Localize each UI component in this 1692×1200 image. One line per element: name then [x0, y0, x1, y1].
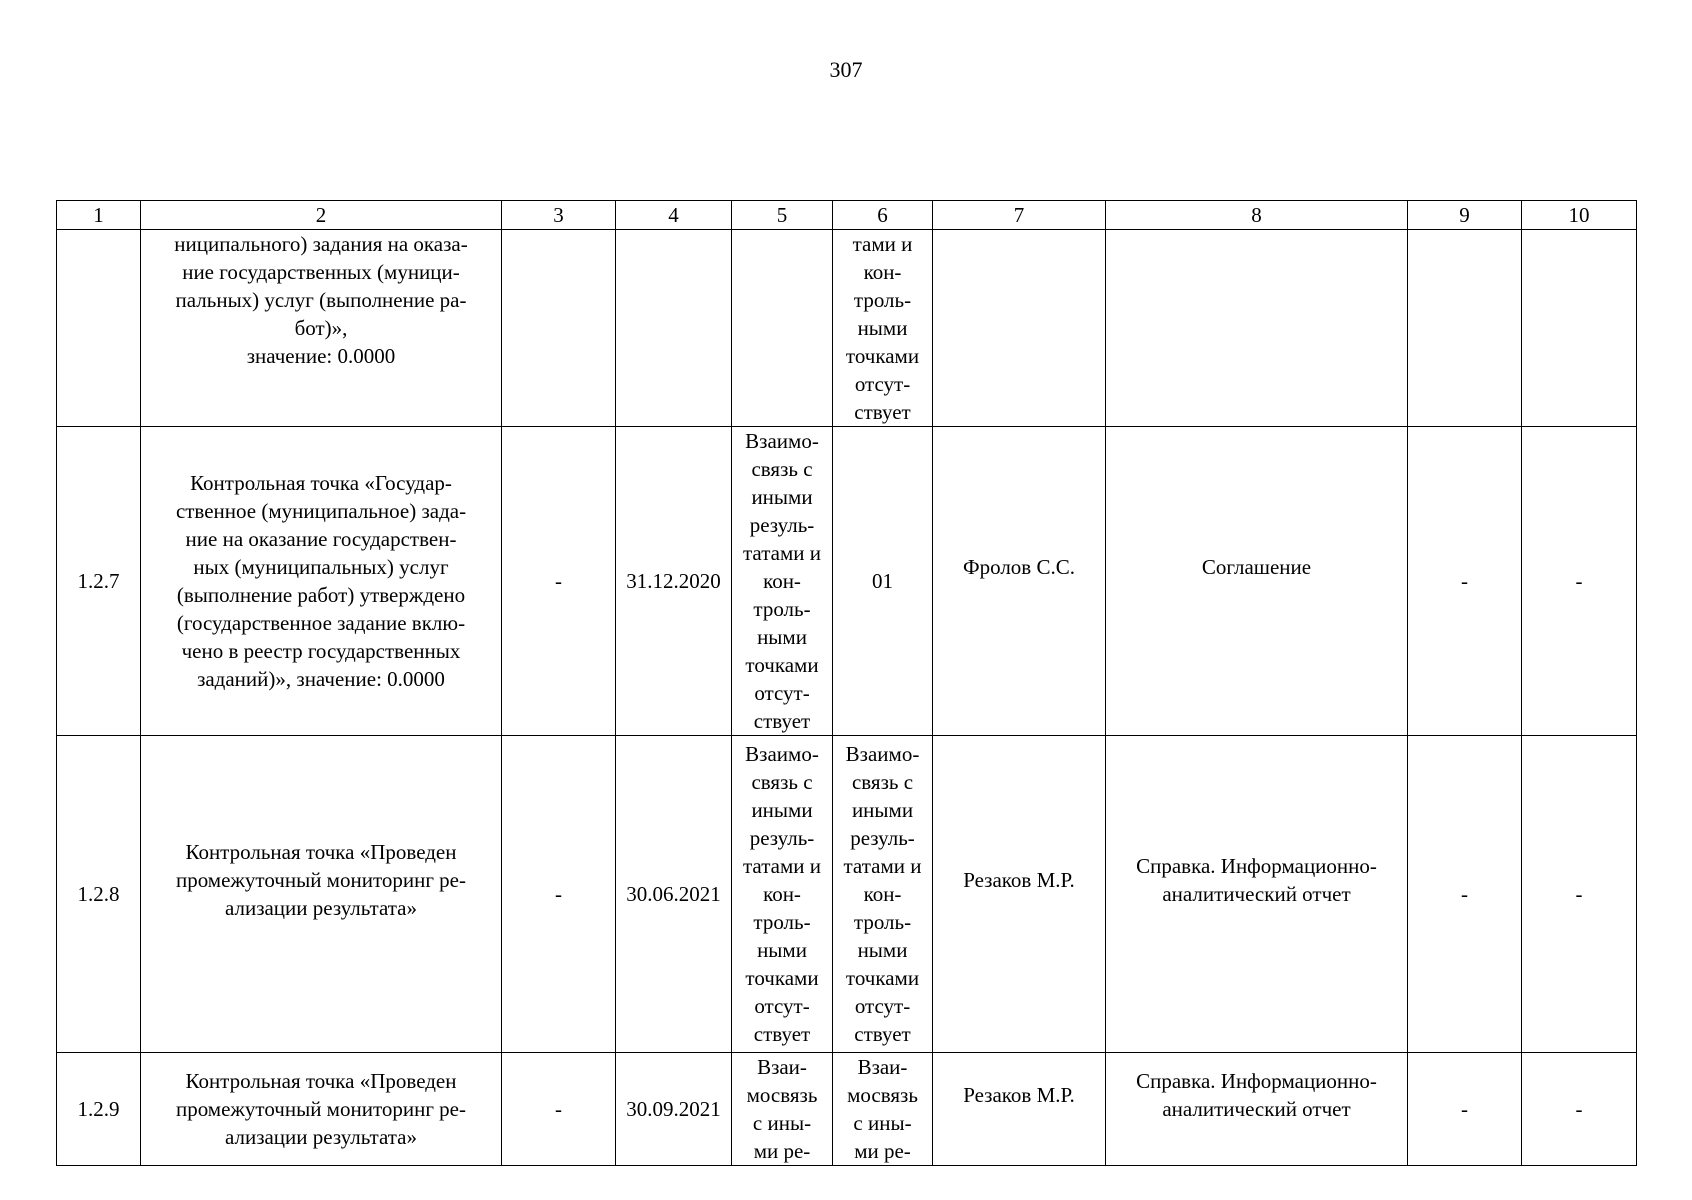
table-row	[57, 1053, 1637, 1166]
column-header: 3	[502, 201, 616, 230]
date-cell: 30.09.2021	[616, 1053, 732, 1166]
relation-cell: Взаи- мосвязь с ины- ми ре-	[833, 1053, 933, 1166]
responsible-cell	[933, 1053, 1106, 1166]
cell-col10	[1522, 230, 1637, 427]
responsible-text: Фролов С.С.	[963, 555, 1075, 579]
responsible-cell	[933, 736, 1106, 1053]
date-cell: 31.12.2020	[616, 427, 732, 736]
column-header: 7	[933, 201, 1106, 230]
page-number: 307	[829, 57, 863, 82]
column-header: 4	[616, 201, 732, 230]
relation-cell	[732, 230, 833, 427]
responsible-text: Резаков М.Р.	[963, 1083, 1075, 1107]
row-number-cell: 1.2.9	[57, 1053, 141, 1166]
cell-col10: -	[1522, 427, 1637, 736]
document-text: Справка. Информационно- аналитический отчет	[1136, 1069, 1377, 1121]
document-cell	[1106, 1053, 1408, 1166]
data-table	[56, 200, 1637, 1166]
description-cell: ниципального) задания на оказа- ние государственных (муници- пальных) услуг (выполнение ра- бот)», значение: 0.0000	[141, 230, 502, 427]
document-cell	[1106, 230, 1408, 427]
cell-col9: -	[1408, 1053, 1522, 1166]
cell-col9: -	[1408, 736, 1522, 1053]
relation-cell: Взаимо- связь с иными резуль- татами и кон- троль- ными точками отсут- ствует	[732, 427, 833, 736]
cell-col10: -	[1522, 736, 1637, 1053]
responsible-text: Резаков М.Р.	[963, 868, 1075, 892]
row-number-cell: 1.2.8	[57, 736, 141, 1053]
column-header: 8	[1106, 201, 1408, 230]
cell-col3	[502, 230, 616, 427]
table-row	[57, 736, 1637, 1053]
cell-col3: -	[502, 427, 616, 736]
description-cell: Контрольная точка «Государ- ственное (муниципальное) зада- ние на оказание государствен- ных (муниципальных) услуг (выполнение работ) утверждено (государственное задание вклю- чено в реестр государственных заданий)», значение: 0.0000	[141, 427, 502, 736]
table-row	[57, 427, 1637, 736]
cell-col10: -	[1522, 1053, 1637, 1166]
cell-col3: -	[502, 1053, 616, 1166]
relation-cell: тами и кон- троль- ными точками отсут- ствует	[833, 230, 933, 427]
document-text: Соглашение	[1201, 555, 1312, 579]
description-cell	[141, 736, 502, 1053]
row-number-cell	[57, 230, 141, 427]
table-row	[57, 230, 1637, 427]
column-header: 5	[732, 201, 833, 230]
column-header: 2	[141, 201, 502, 230]
row-number-cell: 1.2.7	[57, 427, 141, 736]
column-header: 10	[1522, 201, 1637, 230]
responsible-cell	[933, 427, 1106, 736]
column-header: 9	[1408, 201, 1522, 230]
column-header: 6	[833, 201, 933, 230]
document-cell	[1106, 736, 1408, 1053]
relation-cell: 01	[833, 427, 933, 736]
responsible-cell	[933, 230, 1106, 427]
description-cell: Контрольная точка «Проведен промежуточный мониторинг ре- ализации результата»	[141, 1053, 502, 1166]
cell-col3: -	[502, 736, 616, 1053]
relation-cell: Взаимо- связь с иными резуль- татами и кон- троль- ными точками отсут- ствует	[732, 736, 833, 1053]
cell-col9: -	[1408, 427, 1522, 736]
description-text: Контрольная точка «Проведен промежуточный мониторинг ре- ализации результата»	[175, 840, 467, 920]
document-text: Справка. Информационно- аналитический отчет	[1136, 854, 1377, 906]
document-cell	[1106, 427, 1408, 736]
date-cell	[616, 230, 732, 427]
relation-cell: Взаимо- связь с иными резуль- татами и кон- троль- ными точками отсут- ствует	[833, 736, 933, 1053]
cell-col9	[1408, 230, 1522, 427]
relation-cell: Взаи- мосвязь с ины- ми ре-	[732, 1053, 833, 1166]
date-cell: 30.06.2021	[616, 736, 732, 1053]
column-header: 1	[57, 201, 141, 230]
table-header-row	[57, 201, 1637, 230]
